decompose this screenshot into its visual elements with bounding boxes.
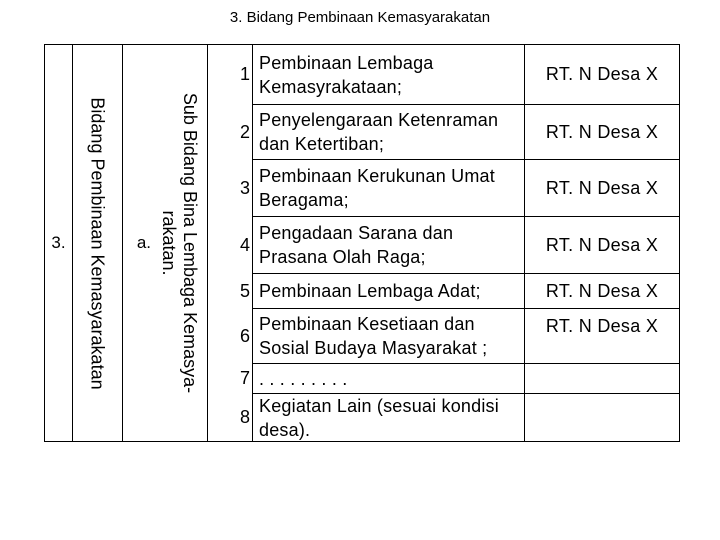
row-activity (253, 105, 524, 159)
activity-line: desa). (259, 419, 311, 440)
row-location (525, 364, 679, 393)
row-activity (253, 160, 524, 216)
row-number: 4 (239, 234, 250, 255)
row-activity (253, 309, 524, 363)
activity-line: Pembinaan Kerukunan Umat (259, 166, 495, 186)
activity-line: Kemasyrakataan; (259, 76, 403, 97)
page-title: 3. Bidang Pembinaan Kemasyarakatan (229, 9, 491, 26)
bidang-label: Bidang Pembinaan Kemasyarakatan (88, 96, 108, 390)
row-activity (253, 394, 524, 441)
activity-line: Pembinaan Kesetiaan dan (259, 314, 475, 334)
activity-line: . . . . . . . . . (259, 368, 348, 389)
activity-line: dan Ketertiban; (259, 134, 385, 154)
row-activity (253, 217, 524, 273)
activity-line: Beragama; (259, 190, 349, 210)
bidang-number: 3. (51, 233, 66, 252)
activity-line: Prasana Olah Raga; (259, 247, 426, 267)
row-location: RT. N Desa X (545, 121, 659, 142)
activity-line: Pembinaan Lembaga (259, 52, 434, 73)
row-number: 6 (239, 325, 250, 346)
row-number: 1 (239, 64, 250, 84)
row-number: 8 (239, 407, 250, 427)
bidang-label-cell (73, 45, 122, 441)
sub-bidang-letter: a. (136, 233, 151, 252)
sub-bidang-label-line2: rakatan. (159, 210, 180, 276)
activity-line: Kegiatan Lain (sesuai kondisi (259, 395, 499, 416)
activity-line: Sosial Budaya Masyarakat ; (259, 338, 488, 358)
row-activity (253, 364, 524, 393)
sub-bidang-label-cell (151, 45, 207, 441)
row-location: RT. N Desa X (545, 234, 659, 255)
row-number: 2 (239, 121, 250, 142)
row-location: RT. N Desa X (545, 315, 659, 336)
row-location: RT. N Desa X (545, 280, 659, 301)
row-number: 5 (239, 280, 250, 301)
activity-line: Penyelengaraan Ketenraman (259, 110, 499, 130)
row-activity (253, 45, 524, 104)
row-location: RT. N Desa X (545, 64, 659, 84)
activity-line: Pembinaan Lembaga Adat; (259, 281, 481, 301)
row-location (525, 394, 679, 441)
sub-bidang-label-line1: Sub Bidang Bina Lembaga Kemasya- (180, 92, 201, 394)
activity-line: Pengadaan Sarana dan (259, 223, 454, 243)
row-number: 7 (239, 368, 250, 388)
row-number: 3 (239, 177, 250, 198)
kegiatan-table (44, 44, 680, 442)
row-activity (253, 274, 524, 308)
row-location: RT. N Desa X (545, 177, 659, 198)
